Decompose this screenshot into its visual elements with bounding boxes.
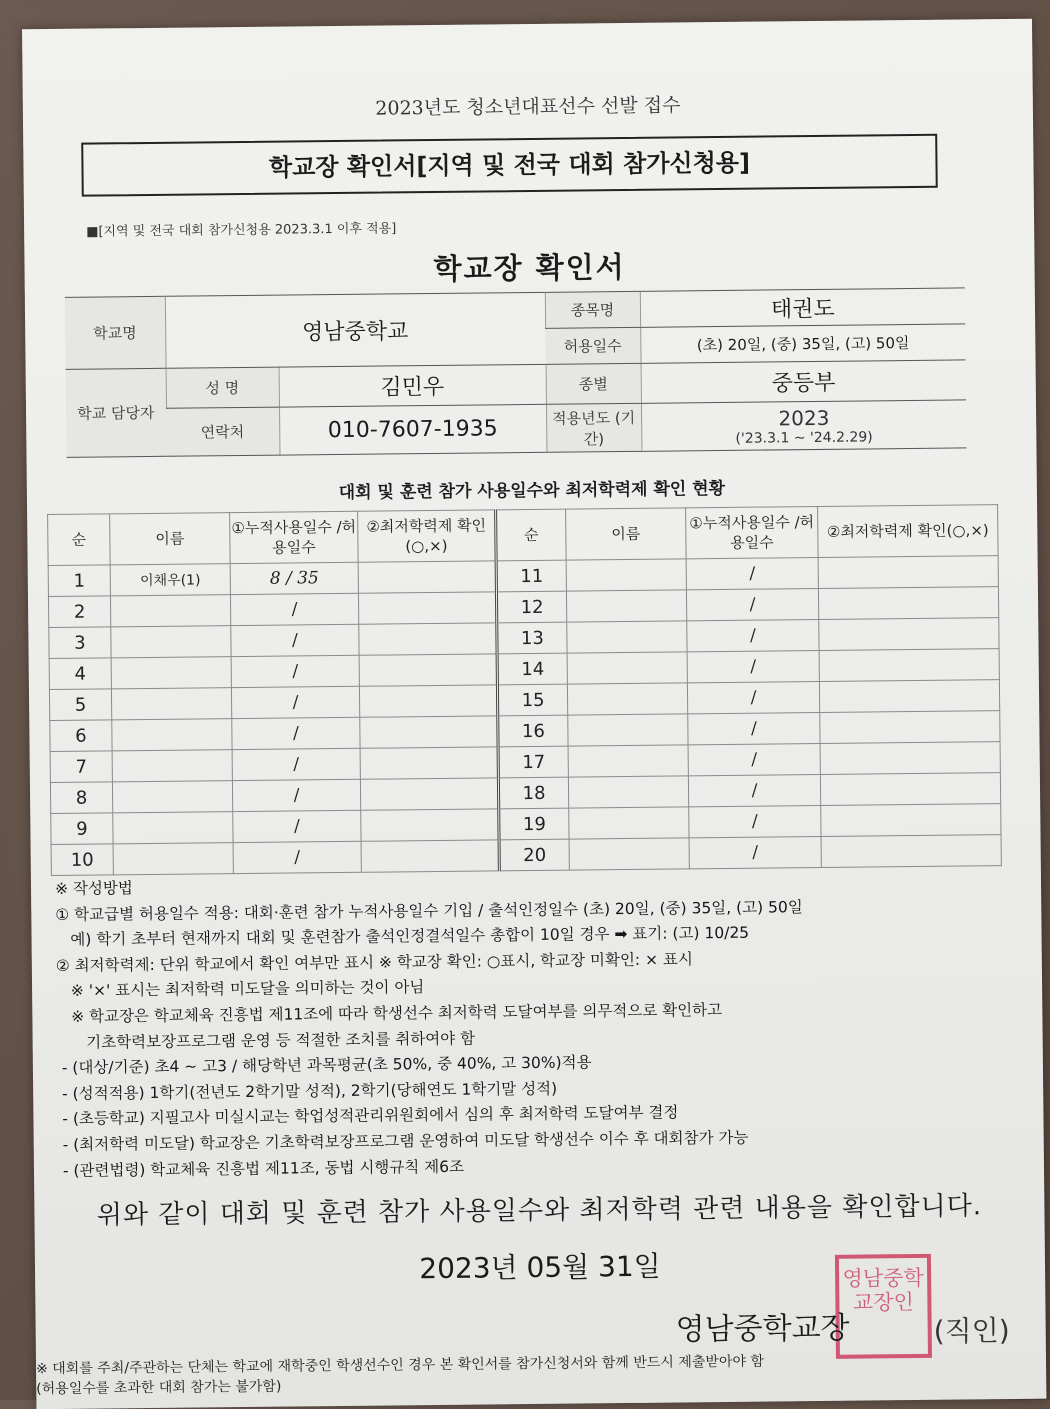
min-academic-check xyxy=(358,561,496,593)
row-number: 7 xyxy=(50,751,112,783)
athlete-name xyxy=(567,652,687,684)
min-academic-check xyxy=(820,742,1000,775)
row-number: 4 xyxy=(49,658,111,690)
issue-date: 2023년 05월 31일 xyxy=(419,1249,661,1286)
athlete-name xyxy=(113,812,233,844)
athlete-name xyxy=(568,776,688,808)
header-min-right: ②최저학력제 확인(○,×) xyxy=(818,505,999,558)
usage-days: / xyxy=(231,655,359,687)
form-title: 학교장 확인서 xyxy=(433,249,626,286)
athlete-name xyxy=(568,745,688,777)
min-academic-check xyxy=(358,592,496,624)
min-academic-check xyxy=(818,556,998,589)
official-seal-stamp: 영남중학교장인 xyxy=(835,1254,932,1359)
guide-line: - (초등학교) 지필고사 미실시교는 학업성적관리위원회에서 심의 후 최저학력 도달여부 결정 xyxy=(57,1103,679,1129)
min-academic-check xyxy=(819,618,999,651)
footnote-line: ※ 대회를 주최/주관하는 단체는 학교에 재학중인 학생선수인 경우 본 확인서를 참가신청서와 함께 반드시 제출받아야 함 xyxy=(35,1353,765,1378)
guide-line: ※ '×' 표시는 최저학력 미도달을 의미하는 것이 아님 xyxy=(56,978,425,1001)
guide-line: 기초학력보장프로그램 운영 등 적절한 조치를 취하여야 함 xyxy=(56,1029,476,1052)
document-paper xyxy=(22,19,1046,1409)
footnote-line: (허용일수를 초과한 대회 참가는 불가함) xyxy=(36,1378,282,1398)
school-value: 영남중학교 xyxy=(165,292,546,368)
header-name-left: 이름 xyxy=(110,513,231,565)
min-academic-check xyxy=(361,809,499,841)
writing-guide xyxy=(55,869,806,1184)
section-title: 대회 및 훈련 참가 사용일수와 최저학력제 확인 현황 xyxy=(338,478,726,503)
usage-days: / xyxy=(689,836,821,868)
allowed-days-label: 허용일수 xyxy=(545,327,640,364)
usage-days: / xyxy=(232,779,360,811)
row-number: 2 xyxy=(48,596,110,628)
usage-days: / xyxy=(233,810,361,842)
usage-days: / xyxy=(686,588,818,620)
contact-label: 연락처 xyxy=(166,407,279,456)
usage-days: / xyxy=(688,743,820,775)
usage-days: / xyxy=(686,557,818,589)
sport-value: 태권도 xyxy=(640,288,965,327)
principal-signature: 영남중학교장 xyxy=(675,1310,850,1348)
guide-line: - (성적적용) 1학기(전년도 2학기말 성적), 2학기(당해연도 1학기말 성적) xyxy=(57,1079,558,1103)
usage-days: / xyxy=(689,805,821,837)
min-academic-check xyxy=(361,840,499,872)
athlete-name xyxy=(113,843,233,875)
header-num-left: 순 xyxy=(48,514,111,566)
row-number: 20 xyxy=(499,839,569,871)
usage-days: / xyxy=(232,748,360,780)
document-header: 2023년도 청소년대표선수 선발 접수 xyxy=(375,94,681,120)
athlete-name xyxy=(566,559,686,591)
athlete-name xyxy=(566,590,686,622)
manager-label: 학교 담당자 xyxy=(66,368,167,457)
min-academic-check xyxy=(821,835,1001,868)
contact-value: 010-7607-1935 xyxy=(279,404,547,455)
footnote xyxy=(36,1352,764,1400)
usage-days: / xyxy=(231,624,359,656)
row-number: 13 xyxy=(497,622,567,654)
applicability-note: ■[지역 및 전국 대회 참가신청용 2023.3.1 이후 적용] xyxy=(86,221,397,240)
min-academic-check xyxy=(819,649,999,682)
min-academic-check xyxy=(819,680,999,713)
min-academic-check xyxy=(359,654,497,686)
row-number: 11 xyxy=(496,560,566,592)
guide-line: ※ 작성방법 xyxy=(54,879,133,898)
usage-days: / xyxy=(231,686,359,718)
row-number: 15 xyxy=(497,684,567,716)
min-academic-check xyxy=(821,804,1001,837)
row-number: 12 xyxy=(496,591,566,623)
athlete-name xyxy=(569,807,689,839)
usage-days: / xyxy=(232,717,360,749)
title-box: 학교장 확인서[지역 및 전국 대회 참가신청용] xyxy=(81,134,938,197)
usage-days: / xyxy=(687,681,819,713)
allowed-days-value: (초) 20일, (중) 35일, (고) 50일 xyxy=(640,324,965,363)
row-number: 8 xyxy=(50,782,112,814)
manager-name: 김민우 xyxy=(279,364,546,407)
min-academic-check xyxy=(360,716,498,748)
sport-label: 종목명 xyxy=(545,291,640,328)
seal-label: (직인) xyxy=(933,1314,1010,1348)
min-academic-check xyxy=(818,587,998,620)
guide-line: 예) 학기 초부터 현재까지 대회 및 훈련참가 출석인정결석일수 총합이 10일 경우 ➡ 표기: (고) 10/25 xyxy=(55,923,750,950)
athlete-name xyxy=(568,714,688,746)
info-table xyxy=(65,287,967,457)
min-academic-check xyxy=(360,747,498,779)
confirm-statement: 위와 같이 대회 및 훈련 참가 사용일수와 최저학력 관련 내용을 확인합니다. xyxy=(96,1191,983,1231)
guide-line: - (최저학력 미도달) 학교장은 기초학력보장프로그램 운영하여 미도달 학생선수 이수 후 대회참가 가능 xyxy=(57,1128,749,1154)
school-label: 학교명 xyxy=(65,296,166,369)
usage-days: / xyxy=(688,774,820,806)
athlete-name xyxy=(112,750,232,782)
row-number: 9 xyxy=(51,813,113,845)
row-number: 1 xyxy=(48,565,110,597)
header-name-right: 이름 xyxy=(566,508,687,560)
usage-days: / xyxy=(687,619,819,651)
year-value: 2023 xyxy=(778,405,830,430)
name-label: 성 명 xyxy=(166,367,279,408)
usage-days: / xyxy=(230,593,358,625)
athlete-name xyxy=(111,657,231,689)
row-number: 19 xyxy=(499,808,569,840)
athlete-name xyxy=(569,838,689,870)
min-academic-check xyxy=(820,773,1000,806)
row-number: 6 xyxy=(50,720,112,752)
athlete-name xyxy=(111,626,231,658)
row-number: 17 xyxy=(498,746,568,778)
usage-days: / xyxy=(688,712,820,744)
year-label: 적용년도 (기간) xyxy=(546,403,641,452)
min-academic-check xyxy=(359,623,497,655)
usage-days: / xyxy=(233,841,361,873)
athlete-name xyxy=(567,683,687,715)
usage-days: 8 / 35 xyxy=(230,562,358,594)
row-number: 18 xyxy=(498,777,568,809)
usage-table xyxy=(47,504,1002,876)
athlete-name xyxy=(110,595,230,627)
header-min-left: ②최저학력제 확인(○,×) xyxy=(358,510,497,562)
guide-line: - (관련법령) 학교체육 진흥법 제11조, 동법 시행규칙 제6조 xyxy=(57,1157,465,1180)
guide-line: ※ 학교장은 학교체육 진흥법 제11조에 따라 학생선수 최저학력 도달여부를 의무적으로 확인하고 xyxy=(56,1000,723,1026)
header-num-right: 순 xyxy=(496,509,567,561)
athlete-name xyxy=(112,781,232,813)
year-period: ('23.3.1 ~ '24.2.29) xyxy=(735,428,873,447)
header-usage-right: ①누적사용일수 /허용일수 xyxy=(686,506,819,558)
year-cell xyxy=(641,400,966,451)
guide-line: ① 학교급별 허용일수 적용: 대회·훈련 참가 누적사용일수 기입 / 출석인정일수 (초) 20일, (중) 35일, (고) 50일 xyxy=(55,897,803,924)
row-number: 10 xyxy=(51,844,113,876)
division-value: 중등부 xyxy=(641,360,966,403)
row-number: 14 xyxy=(497,653,567,685)
athlete-name: 이채우(1) xyxy=(110,564,230,596)
min-academic-check xyxy=(820,711,1000,744)
row-number: 3 xyxy=(49,627,111,659)
guide-line: ② 최저학력제: 단위 학교에서 확인 여부만 표시 ※ 학교장 확인: ○표시, 학교장 미확인: × 표시 xyxy=(55,950,693,975)
usage-days: / xyxy=(687,650,819,682)
row-number: 16 xyxy=(498,715,568,747)
row-number: 5 xyxy=(49,689,111,721)
athlete-name xyxy=(567,621,687,653)
athlete-name xyxy=(112,719,232,751)
guide-line: - (대상/기준) 초4 ~ 고3 / 해당학년 과목평균(초 50%, 중 40%, 고 30%)적용 xyxy=(56,1053,592,1078)
min-academic-check xyxy=(359,685,497,717)
athlete-name xyxy=(111,688,231,720)
usage-table-body xyxy=(48,556,1001,876)
division-label: 종별 xyxy=(546,363,641,404)
header-usage-left: ①누적사용일수 /허용일수 xyxy=(230,511,359,563)
min-academic-check xyxy=(360,778,498,810)
